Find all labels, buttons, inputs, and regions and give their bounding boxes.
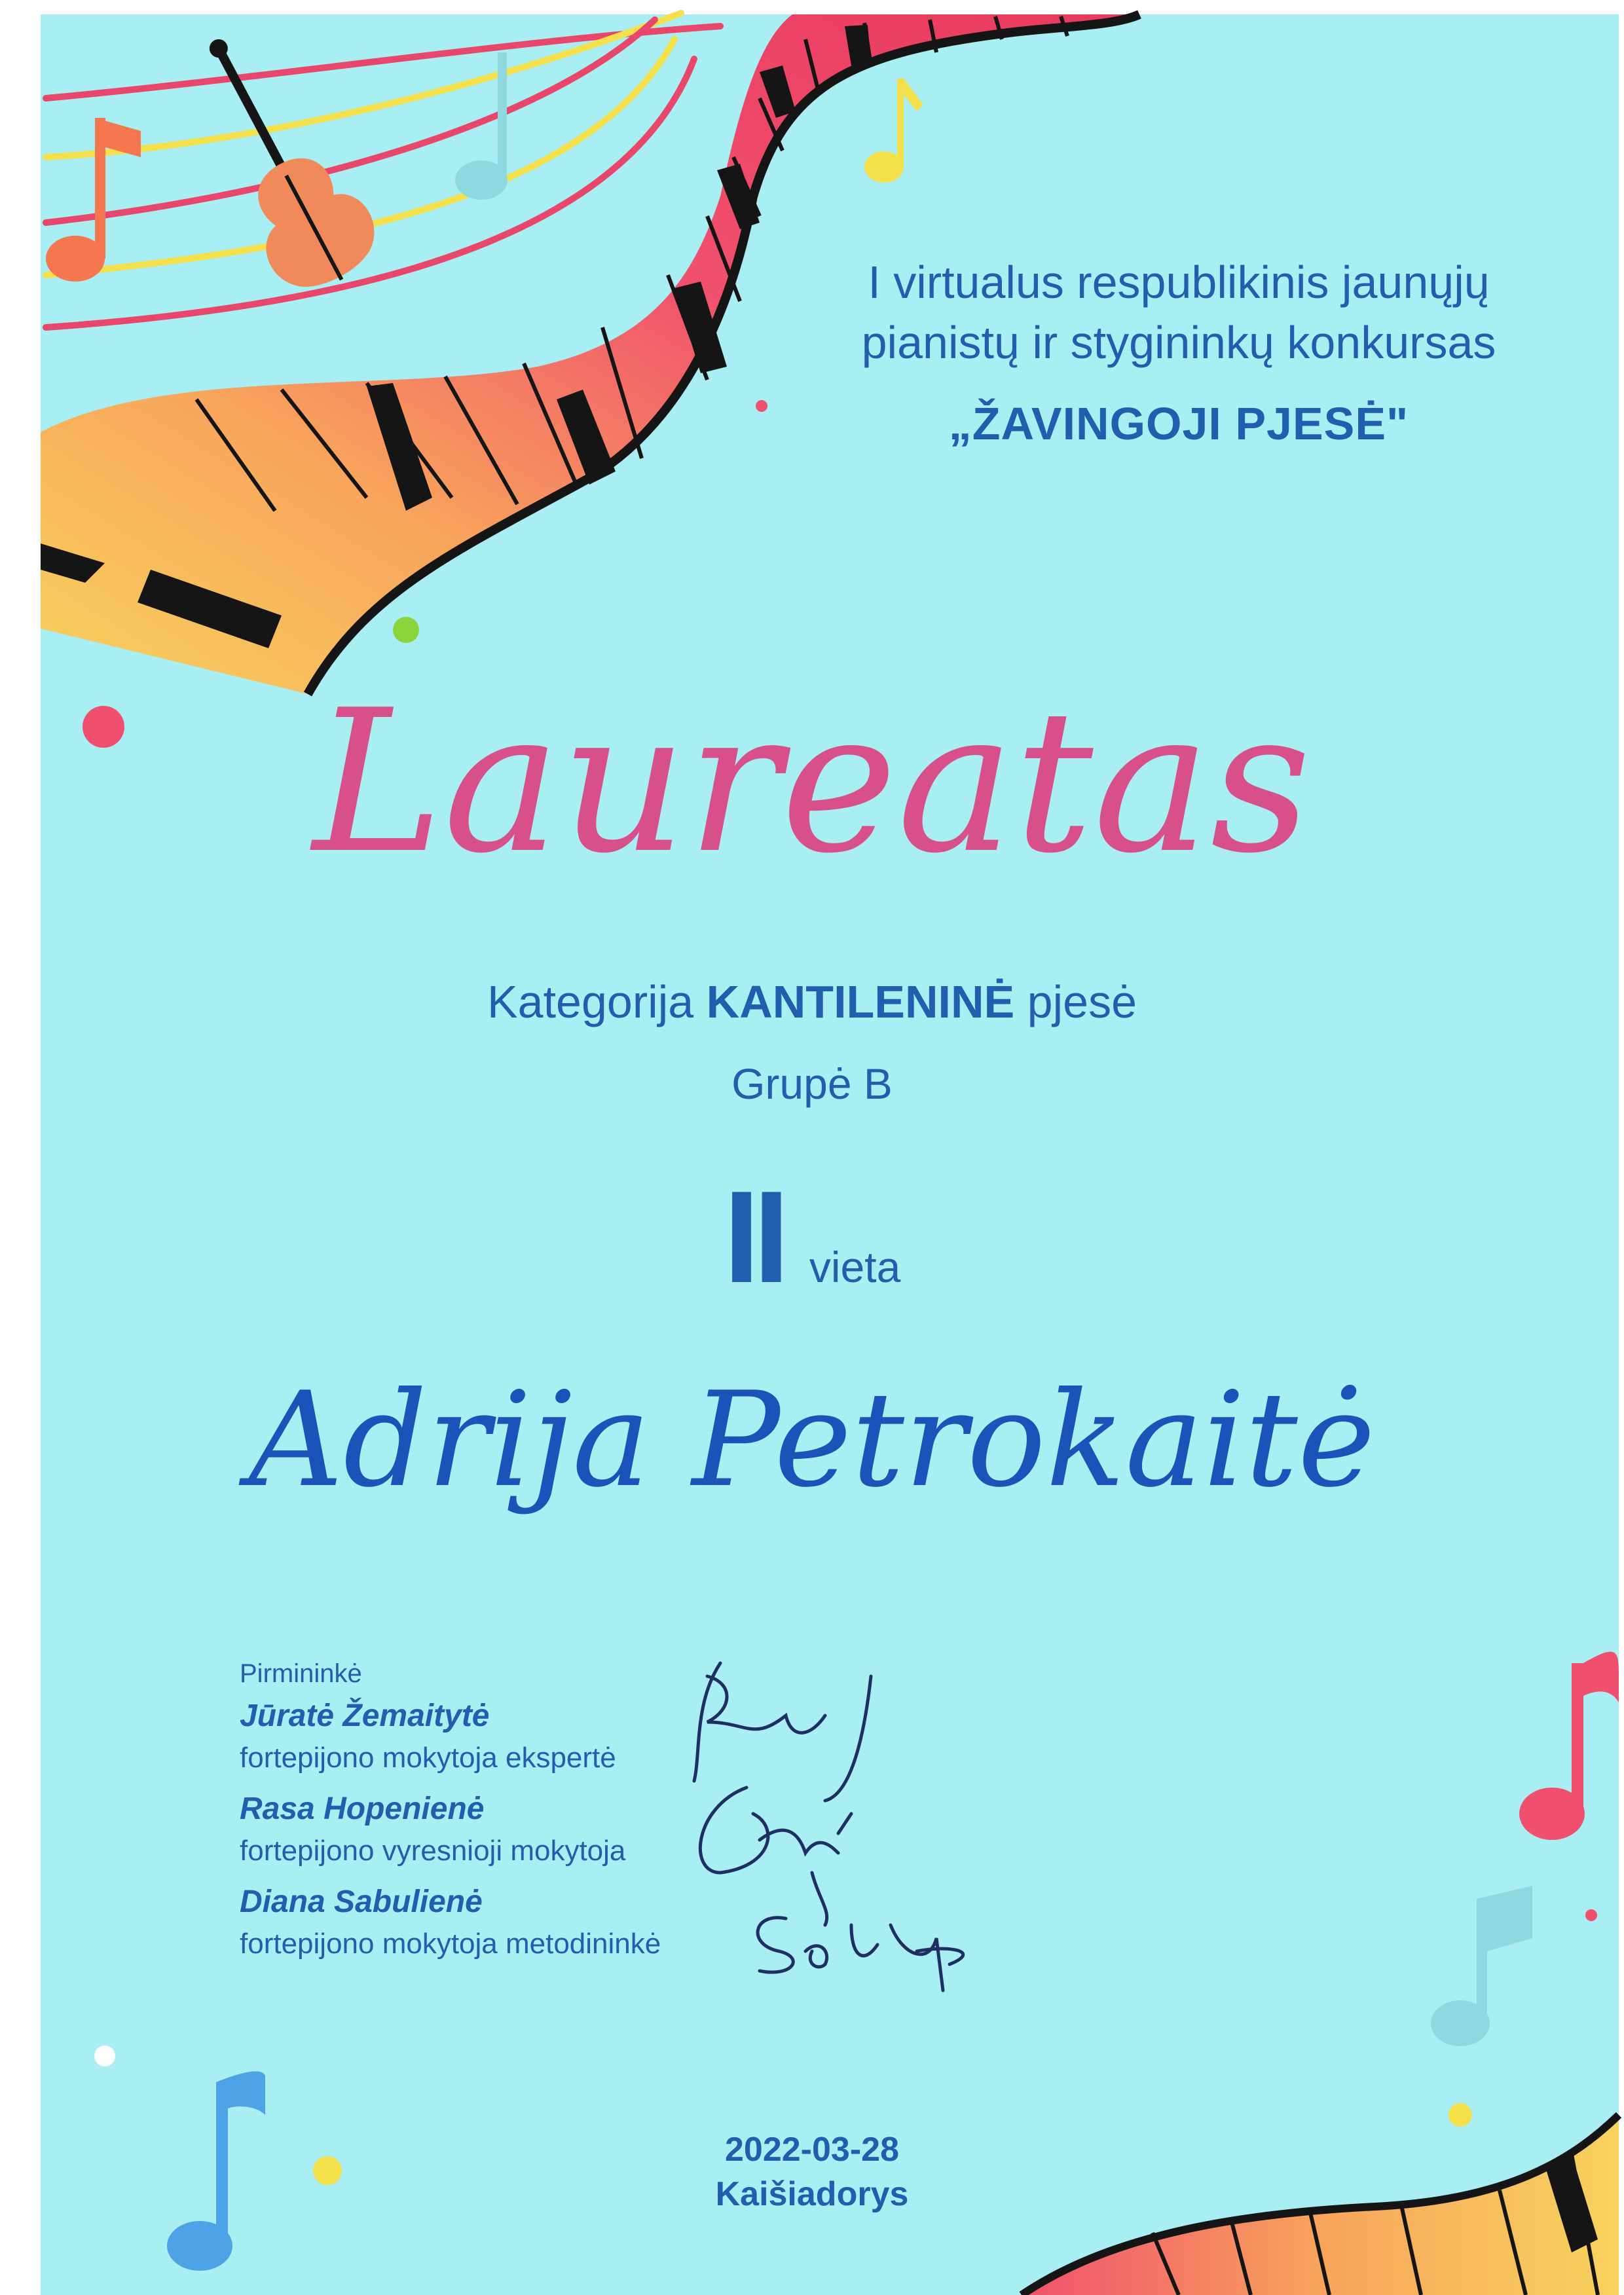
jury-role: Pirmininkė — [240, 1659, 362, 1688]
jury-member-name: Diana Sabulienė — [240, 1884, 483, 1919]
winner-name: Adrija Petrokaitė — [248, 1364, 1376, 1516]
jury-member-name: Jūratė Žemaitytė — [240, 1698, 490, 1733]
place-line — [0, 1164, 1624, 1345]
jury-list — [240, 1655, 661, 1974]
competition-header — [753, 252, 1604, 450]
category-prefix: Kategorija — [487, 976, 694, 1027]
place-number: II — [723, 1164, 783, 1310]
category-name: KANTILENINĖ — [706, 976, 1015, 1027]
jury-member-title: fortepijono mokytoja ekspertė — [240, 1742, 616, 1774]
dot-white — [94, 2046, 115, 2066]
jury-member-title: fortepijono vyresnioji mokytoja — [240, 1835, 626, 1867]
issue-place: Kaišiadorys — [715, 2175, 909, 2213]
header-line-2: pianistų ir stygininkų konkursas — [861, 317, 1496, 368]
dot-yellow-top — [872, 153, 901, 181]
jury-member-title: fortepijono mokytoja metodininkė — [240, 1928, 661, 1960]
category-line — [0, 972, 1624, 1031]
dot-red-right — [1585, 1909, 1597, 1921]
jury-member-name: Rasa Hopenienė — [240, 1791, 485, 1826]
group-label: Grupė B — [731, 1059, 893, 1108]
award-text: Laureatas — [312, 668, 1312, 896]
award-title — [0, 668, 1624, 896]
competition-name: „ŽAVINGOJI PJESĖ" — [948, 398, 1409, 449]
category-suffix: pjesė — [1027, 976, 1137, 1027]
issue-date: 2022-03-28 — [725, 2131, 899, 2169]
place-word: vieta — [809, 1243, 901, 1291]
dot-green — [393, 617, 419, 643]
header-line-1: I virtualus respublikinis jaunųjų — [868, 257, 1490, 308]
dot-yellow-right — [1449, 2103, 1472, 2127]
